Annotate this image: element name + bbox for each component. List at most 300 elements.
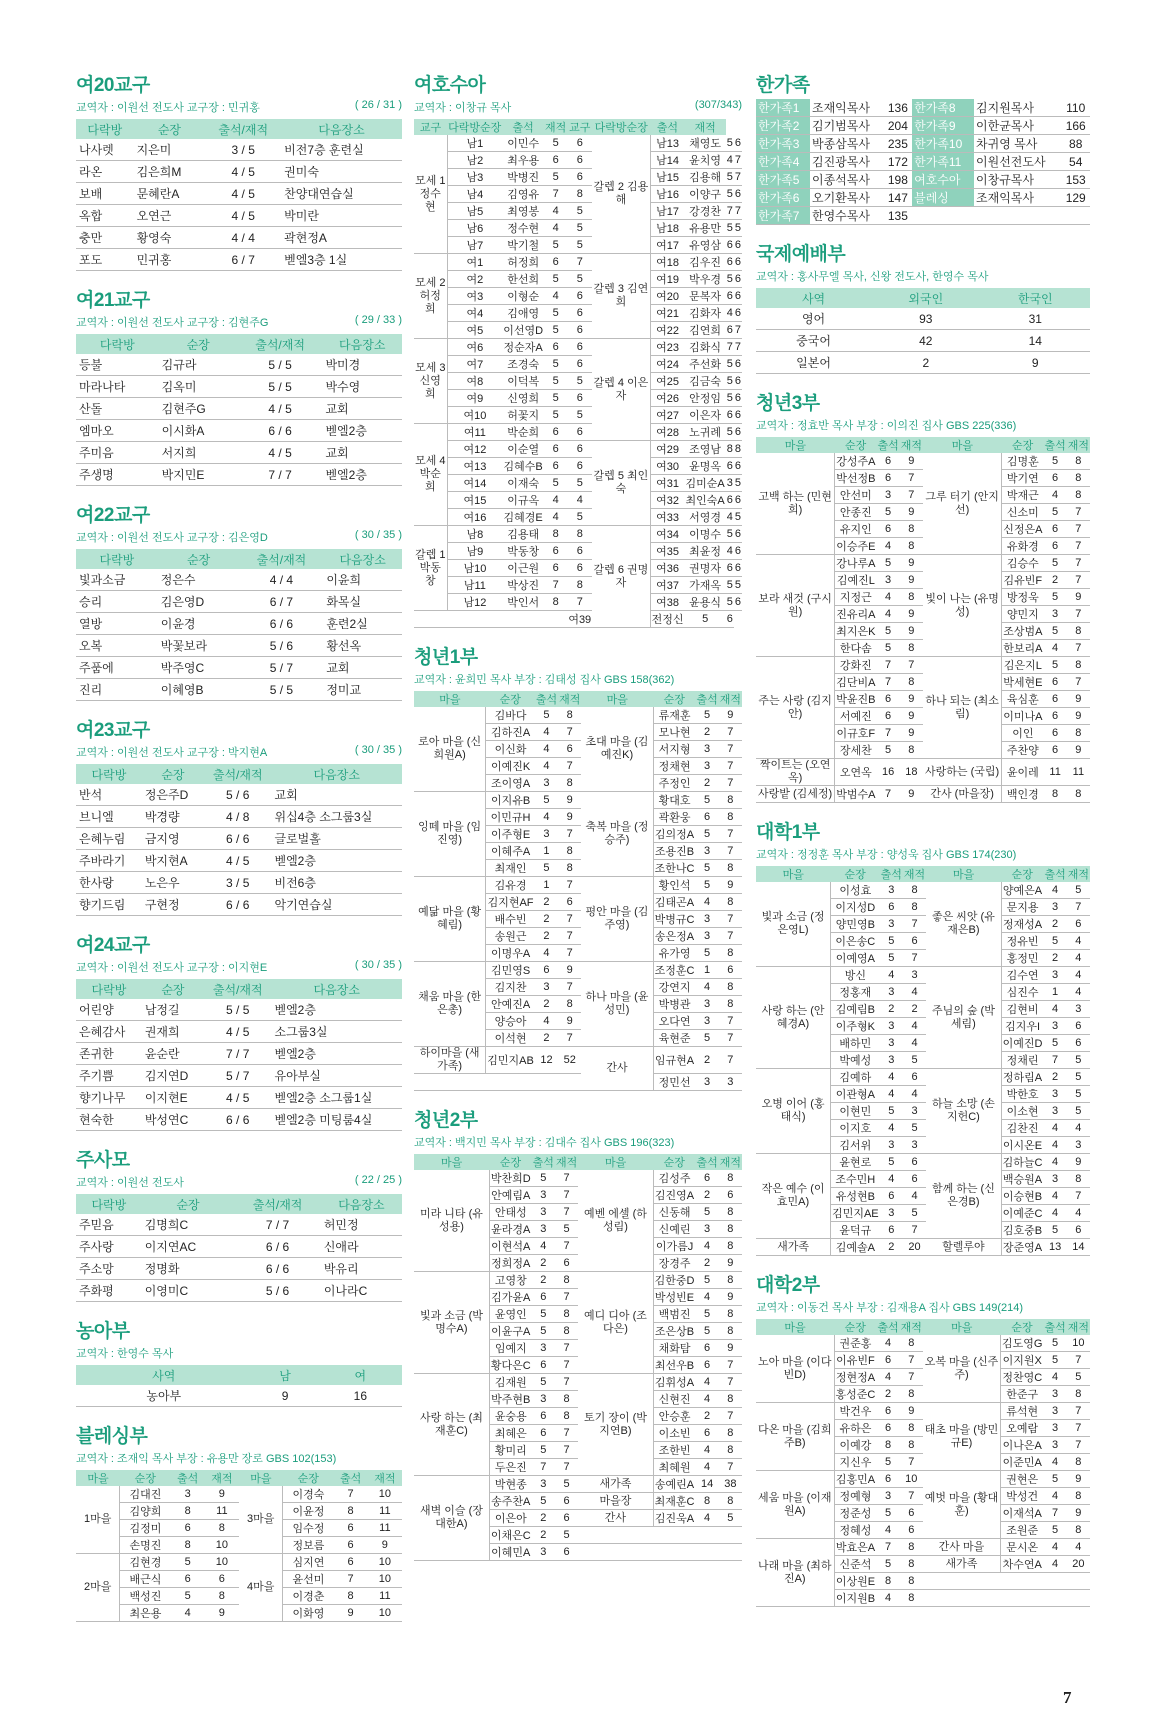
table-cell: 이윤구A: [489, 1323, 531, 1340]
table-cell: 한가족4: [756, 153, 810, 171]
section-parish-5: [76, 1145, 402, 1302]
table-cell: 여28: [650, 424, 684, 441]
table-cell: 한가족9: [912, 117, 974, 135]
table-cell: 주정인: [653, 775, 695, 792]
table-cell: 허꽃지: [502, 407, 544, 424]
column-header: 출석/재적: [238, 334, 323, 354]
table-cell: 4: [532, 1238, 555, 1255]
table-cell: 김서위: [831, 1137, 880, 1154]
table-cell: 5: [695, 826, 718, 843]
table-cell: 지신우: [834, 1454, 876, 1471]
table-cell: 박미란: [281, 205, 402, 227]
table-cell: 권준홍: [834, 1335, 876, 1352]
table-cell: 9: [1067, 1154, 1090, 1171]
table-cell: 4: [695, 1391, 718, 1408]
table-cell: 4: [1043, 1154, 1066, 1171]
section-title: 대학1부: [756, 822, 820, 843]
table-cell: 안정임: [685, 390, 726, 407]
group-label: 할렐루야: [926, 1239, 1001, 1256]
table-cell: 임예지: [489, 1340, 531, 1357]
group-label: 간사: [581, 1047, 653, 1091]
table-cell: 주바라기: [76, 850, 142, 872]
table-cell: 6: [532, 1425, 555, 1442]
table-cell: 여30: [650, 458, 684, 475]
table-cell: 향기나무: [76, 1087, 142, 1109]
table-cell: 9: [719, 1255, 742, 1272]
table-cell: 권현은: [1001, 1471, 1044, 1488]
table-cell: 14: [695, 1476, 718, 1493]
table-cell: 6 / 6: [204, 1109, 272, 1131]
table-cell: 6: [900, 1505, 923, 1522]
table-cell: 7: [555, 1187, 578, 1204]
table-cell: 승리: [76, 591, 158, 613]
table-cell: 박유리: [321, 1258, 402, 1280]
table-cell: 16: [876, 759, 899, 786]
table-cell: 8: [555, 1272, 578, 1289]
column-header: 순장: [835, 437, 877, 453]
table-cell: 여19: [650, 271, 684, 288]
table-cell: 7: [1067, 1188, 1090, 1205]
table-cell: 7: [1067, 538, 1090, 555]
table-cell: 여9: [447, 390, 502, 407]
table-cell: 신준석: [834, 1556, 876, 1573]
table-cell: 유가영: [653, 945, 695, 962]
meta-staff: 교역자 : 한영수 목사: [76, 1348, 174, 1360]
group-label: 사랑 하는 (안혜경A): [756, 967, 831, 1069]
group-label: 나래 마을 (최하진A): [756, 1539, 834, 1607]
table-cell: 육현준: [653, 1030, 695, 1047]
table-cell: 한보리A: [1002, 640, 1044, 657]
table-cell: 이덕복: [502, 373, 544, 390]
table-cell: 여36: [650, 560, 684, 577]
group-label: 3마을: [239, 1486, 283, 1554]
table-row: [414, 458, 742, 475]
table-cell: 이예강: [834, 1437, 876, 1454]
table-cell: 4: [535, 945, 558, 962]
table-cell: 6: [726, 407, 734, 424]
table-cell: 6: [719, 962, 742, 979]
table-cell: 김은영D: [158, 591, 240, 613]
table-cell: 안태성: [489, 1204, 531, 1221]
section-meta: [76, 1345, 402, 1361]
table-cell: 최혜원: [653, 1459, 695, 1476]
table-cell: 5 / 6: [234, 1280, 321, 1302]
table-cell: 4: [876, 1335, 899, 1352]
table-cell: 6: [880, 1188, 903, 1205]
table-cell: 8: [1067, 786, 1090, 803]
table-cell: 6: [1043, 691, 1066, 708]
table-cell: 5: [1067, 1052, 1090, 1069]
group-label: 빛이 나는 (유명성): [923, 555, 1002, 657]
table-parish-4: [76, 979, 402, 1131]
table-cell: 11: [205, 1503, 239, 1520]
table-cell: 2: [535, 996, 558, 1013]
table-cell: 마라나타: [76, 376, 159, 398]
table-cell: 윤영인: [489, 1306, 531, 1323]
table-row: [414, 152, 742, 169]
table-cell: 허정희: [502, 254, 544, 271]
table-cell: 4: [544, 492, 567, 509]
table-cell: 6 / 6: [238, 420, 323, 442]
table-cell: 5: [726, 356, 734, 373]
table-cell: 54: [1061, 153, 1090, 171]
table-cell: 6: [567, 424, 592, 441]
table-cell: 2: [695, 1047, 718, 1074]
table-cell: 11: [368, 1503, 402, 1520]
table-cell: 오연근: [134, 205, 206, 227]
section-meta: [76, 1174, 402, 1190]
table-cell: 14: [1067, 1239, 1090, 1256]
table-cell: 18: [900, 759, 923, 786]
table-cell: 31: [981, 308, 1090, 330]
table-cell: 안선미: [835, 487, 877, 504]
table-cell: 8: [555, 1306, 578, 1323]
table-cell: 여13: [447, 458, 502, 475]
table-cell: 김양희: [120, 1503, 171, 1520]
table-cell: 4: [695, 1459, 718, 1476]
table-cell: 김지연D: [142, 1065, 204, 1087]
table-cell: 5: [1043, 623, 1066, 640]
table-cell: 6 / 6: [204, 828, 272, 850]
table-cell: 7: [558, 911, 581, 928]
table-cell: 6: [726, 254, 734, 271]
table-cell: 6: [695, 1340, 718, 1357]
table-row: [756, 1335, 1090, 1352]
table-cell: 정홍재: [831, 984, 880, 1001]
group-label: 고백 하는 (민현희): [756, 453, 835, 555]
table-cell: 6: [567, 152, 592, 169]
table-cell: 9: [900, 453, 923, 470]
table-cell: 6: [567, 339, 592, 356]
table-cell: 4: [1067, 933, 1090, 950]
table-cell: 3: [695, 758, 718, 775]
table-cell: 이규옥: [502, 492, 544, 509]
table-cell: 6: [903, 1154, 926, 1171]
table-cell: 5: [1067, 882, 1090, 899]
table-cell: 오다연: [653, 1013, 695, 1030]
table-cell: 여8: [447, 373, 502, 390]
table-cell: 9: [900, 691, 923, 708]
table-cell: 화목실: [323, 591, 402, 613]
table-cell: 4 / 5: [204, 850, 272, 872]
column-header: 순장: [653, 1154, 695, 1170]
table-cell: 5: [734, 509, 742, 526]
table-cell: 5: [555, 1221, 578, 1238]
table-cell: 김은희M: [134, 161, 206, 183]
group-label: 축복 마을 (정승주): [581, 792, 653, 877]
table-cell: 8: [719, 1221, 742, 1238]
table-cell: 최재훈C: [653, 1493, 695, 1510]
table-row: [76, 183, 402, 205]
table-cell: 4: [1043, 1188, 1066, 1205]
table-row: [756, 207, 1090, 225]
section-title: 청년1부: [414, 647, 478, 668]
group-label: 사랑밭 (김세정): [756, 786, 835, 803]
column-header: 순장: [159, 334, 238, 354]
table-cell: 박병진: [502, 169, 544, 186]
table-cell: 박미경: [322, 354, 402, 376]
table-cell: 7: [900, 657, 923, 674]
table-univ1: [756, 866, 1090, 1256]
table-cell: 벧엘2층: [271, 999, 402, 1021]
table-cell: 4: [695, 979, 718, 996]
table-cell: 이인: [1002, 725, 1044, 742]
table-cell: 여39: [567, 611, 592, 628]
table-row: [76, 1258, 402, 1280]
table-cell: 4 / 5: [205, 183, 281, 205]
table-cell: 5: [1043, 1222, 1066, 1239]
table-cell: 김미순A: [685, 475, 726, 492]
table-cell: 6: [1067, 1035, 1090, 1052]
table-cell: 주소망: [76, 1258, 142, 1280]
table-cell: 6: [171, 1571, 205, 1588]
table-cell: 7: [555, 1425, 578, 1442]
table-cell: 이은송C: [831, 933, 880, 950]
table-cell: 임수정: [283, 1520, 334, 1537]
table-cell: 윤덕규: [831, 1222, 880, 1239]
table-row: [76, 784, 402, 806]
table-cell: 김도영G: [1001, 1335, 1044, 1352]
table-cell: 8: [558, 843, 581, 860]
table-row: [756, 1069, 1090, 1086]
meta-count: ( 29 / 33 ): [354, 314, 402, 326]
table-cell: 김민지AE: [831, 1205, 880, 1222]
table-cell: 12: [535, 1047, 558, 1074]
table-cell: 6: [567, 322, 592, 339]
empty-cell: [1001, 1590, 1044, 1607]
table-cell: 6: [726, 322, 734, 339]
table-cell: 6: [555, 1493, 578, 1510]
table-cell: 교회: [271, 784, 402, 806]
column-header: 순장: [142, 1194, 235, 1214]
table-cell: 5: [719, 1510, 742, 1527]
table-cell: 벧엘2층: [322, 420, 402, 442]
table-cell: 4: [1067, 1205, 1090, 1222]
table-cell: 남8: [447, 526, 502, 543]
table-cell: 5: [876, 640, 899, 657]
table-cell: 2: [880, 1239, 903, 1256]
table-cell: 김혜수B: [502, 458, 544, 475]
table-cell: 6: [1043, 725, 1066, 742]
table-cell: 김민영S: [486, 962, 535, 979]
column-header: 순장: [283, 1470, 334, 1486]
column-header: 다음장소: [271, 764, 402, 784]
table-cell: 주생명: [76, 464, 159, 486]
table-cell: 8: [1067, 1488, 1090, 1505]
table-cell: 여6: [447, 339, 502, 356]
group-label: 하이마을 (새가족): [414, 1047, 486, 1074]
column-header: 출석/재적: [234, 1194, 321, 1214]
table-cell: 2: [1043, 1069, 1066, 1086]
table-cell: 5: [1043, 453, 1066, 470]
meta-count: ( 26 / 31 ): [354, 99, 402, 111]
group-label: 오복 마을 (신주주): [923, 1335, 1001, 1403]
table-cell: 6: [903, 1069, 926, 1086]
group-label: 토기 장이 (박지연B): [578, 1374, 653, 1476]
table-cell: 장경주: [653, 1255, 695, 1272]
table-cell: 7: [900, 487, 923, 504]
table-cell: 이윤정: [283, 1503, 334, 1520]
table-cell: 6: [734, 373, 742, 390]
group-label: 짝이트는 (오연옥): [756, 759, 835, 786]
table-cell: 이선영D: [502, 322, 544, 339]
table-row: [756, 117, 1090, 135]
table-cell: 최선우B: [653, 1357, 695, 1374]
table-row: [414, 271, 742, 288]
table-cell: 8: [726, 441, 734, 458]
table-cell: 정보름: [283, 1537, 334, 1554]
table-cell: 8: [205, 1588, 239, 1605]
table-cell: 남16: [650, 186, 684, 203]
column-header: 출석: [532, 1154, 555, 1170]
table-cell: 3: [695, 996, 718, 1013]
table-cell: 여16: [447, 509, 502, 526]
table-header-row: [76, 1470, 402, 1486]
table-cell: 문복자: [685, 288, 726, 305]
table-cell: 5: [876, 555, 899, 572]
table-cell: 6: [734, 560, 742, 577]
empty-cell: [719, 1544, 742, 1561]
table-cell: 정은수: [158, 569, 240, 591]
table-cell: 7: [558, 928, 581, 945]
table-cell: 4: [903, 1035, 926, 1052]
table-cell: 5: [695, 1323, 718, 1340]
table-cell: 4 / 4: [205, 227, 281, 249]
table-cell: 6: [876, 1471, 899, 1488]
table-cell: 여4: [447, 305, 502, 322]
table-cell: 이주형K: [831, 1018, 880, 1035]
table-cell: 일본어: [756, 352, 871, 374]
table-cell: 4: [880, 1086, 903, 1103]
table-youth2: [414, 1154, 742, 1561]
table-cell: 박건우: [834, 1403, 876, 1420]
table-cell: 7: [1067, 674, 1090, 691]
table-cell: 신애라: [321, 1236, 402, 1258]
table-cell: 6: [567, 356, 592, 373]
table-cell: 이은자: [685, 407, 726, 424]
table-cell: 9: [205, 1486, 239, 1503]
table-cell: 여10: [447, 407, 502, 424]
table-cell: 5: [726, 135, 734, 152]
table-cell: 7: [555, 1170, 578, 1187]
table-cell: 9: [900, 623, 923, 640]
table-cell: 4: [903, 984, 926, 1001]
table-cell: 양승아: [486, 1013, 535, 1030]
table-cell: 김연희: [685, 322, 726, 339]
table-cell: 7: [903, 1222, 926, 1239]
table-cell: 4: [1067, 984, 1090, 1001]
table-cell: 8: [719, 1306, 742, 1323]
table-cell: 남3: [447, 169, 502, 186]
table-cell: 정민선: [653, 1074, 695, 1091]
table-cell: 6: [171, 1520, 205, 1537]
table-cell: 3: [695, 1013, 718, 1030]
table-cell: 교회: [322, 398, 402, 420]
table-youth1: [414, 691, 742, 1091]
table-cell: 김지현AF: [486, 894, 535, 911]
table-cell: 11: [1043, 759, 1066, 786]
table-cell: 5 / 6: [204, 784, 272, 806]
table-cell: 5: [535, 860, 558, 877]
table-cell: 5: [1043, 1471, 1066, 1488]
column-header: 다락방: [76, 979, 142, 999]
table-cell: 8: [719, 1442, 742, 1459]
table-cell: 여24: [650, 356, 684, 373]
table-cell: 한가족5: [756, 171, 810, 189]
table-cell: 6: [719, 1187, 742, 1204]
table-row: [76, 591, 402, 613]
table-row: [76, 1236, 402, 1258]
group-label: 태초 마을 (방민규E): [923, 1403, 1001, 1471]
column-header: 마을: [578, 1154, 653, 1170]
table-cell: 8: [719, 1323, 742, 1340]
table-cell: 여35: [650, 543, 684, 560]
table-row: [414, 1374, 742, 1391]
table-cell: 9: [719, 707, 742, 724]
table-cell: 8: [558, 707, 581, 724]
table-cell: 여17: [650, 237, 684, 254]
table-header-row: [414, 691, 742, 707]
table-cell: 5: [726, 271, 734, 288]
column-header: 순장: [158, 549, 240, 569]
table-cell: 7: [719, 758, 742, 775]
table-cell: 서지형: [653, 741, 695, 758]
table-cell: 6: [726, 492, 734, 509]
table-cell: 이혜주A: [486, 843, 535, 860]
table-cell: 2: [535, 911, 558, 928]
table-row: [756, 759, 1090, 786]
table-cell: 찬양대연습실: [281, 183, 402, 205]
table-cell: 5: [1043, 555, 1066, 572]
meta-count: ( 30 / 35 ): [354, 744, 402, 756]
table-cell: 박인서: [502, 594, 544, 611]
table-cell: 조경숙: [502, 356, 544, 373]
table-cell: 5: [544, 356, 567, 373]
table-cell: 류석현: [1001, 1403, 1044, 1420]
table-cell: 조이영A: [486, 775, 535, 792]
table-cell: 최인숙A: [685, 492, 726, 509]
table-cell: 2: [532, 1255, 555, 1272]
column-header: 출석: [695, 691, 718, 707]
table-cell: 7 / 7: [234, 1214, 321, 1236]
table-cell: 7: [734, 322, 742, 339]
table-cell: 3: [880, 1137, 903, 1154]
table-cell: 신동해: [653, 1204, 695, 1221]
table-cell: 9: [719, 1340, 742, 1357]
meta-staff: 교역자 : 이원선 전도사 교구장 : 김현주G: [76, 317, 269, 329]
table-cell: 비전6층: [271, 872, 402, 894]
table-cell: 은혜누림: [76, 828, 142, 850]
table-cell: 조영남: [685, 441, 726, 458]
table-cell: 7: [1067, 899, 1090, 916]
table-cell: 3: [171, 1486, 205, 1503]
group-label: 미라 니타 (유성용): [414, 1170, 489, 1272]
table-cell: 이예준C: [1001, 1205, 1043, 1222]
group-label: 함께 하는 (신은경B): [926, 1154, 1001, 1239]
table-hangajok: [756, 99, 1090, 225]
empty-cell: [414, 611, 447, 628]
table-cell: 차귀영 목사: [974, 135, 1061, 153]
table-cell: 6: [334, 1520, 368, 1537]
group-label: 로아 마을 (신희원A): [414, 707, 486, 792]
table-cell: 38: [719, 1476, 742, 1493]
table-cell: 6: [734, 271, 742, 288]
table-cell: 조용진B: [653, 843, 695, 860]
table-cell: 6: [726, 560, 734, 577]
table-cell: 곽현정A: [281, 227, 402, 249]
table-cell: 이순열: [502, 441, 544, 458]
table-cell: 4: [695, 894, 718, 911]
